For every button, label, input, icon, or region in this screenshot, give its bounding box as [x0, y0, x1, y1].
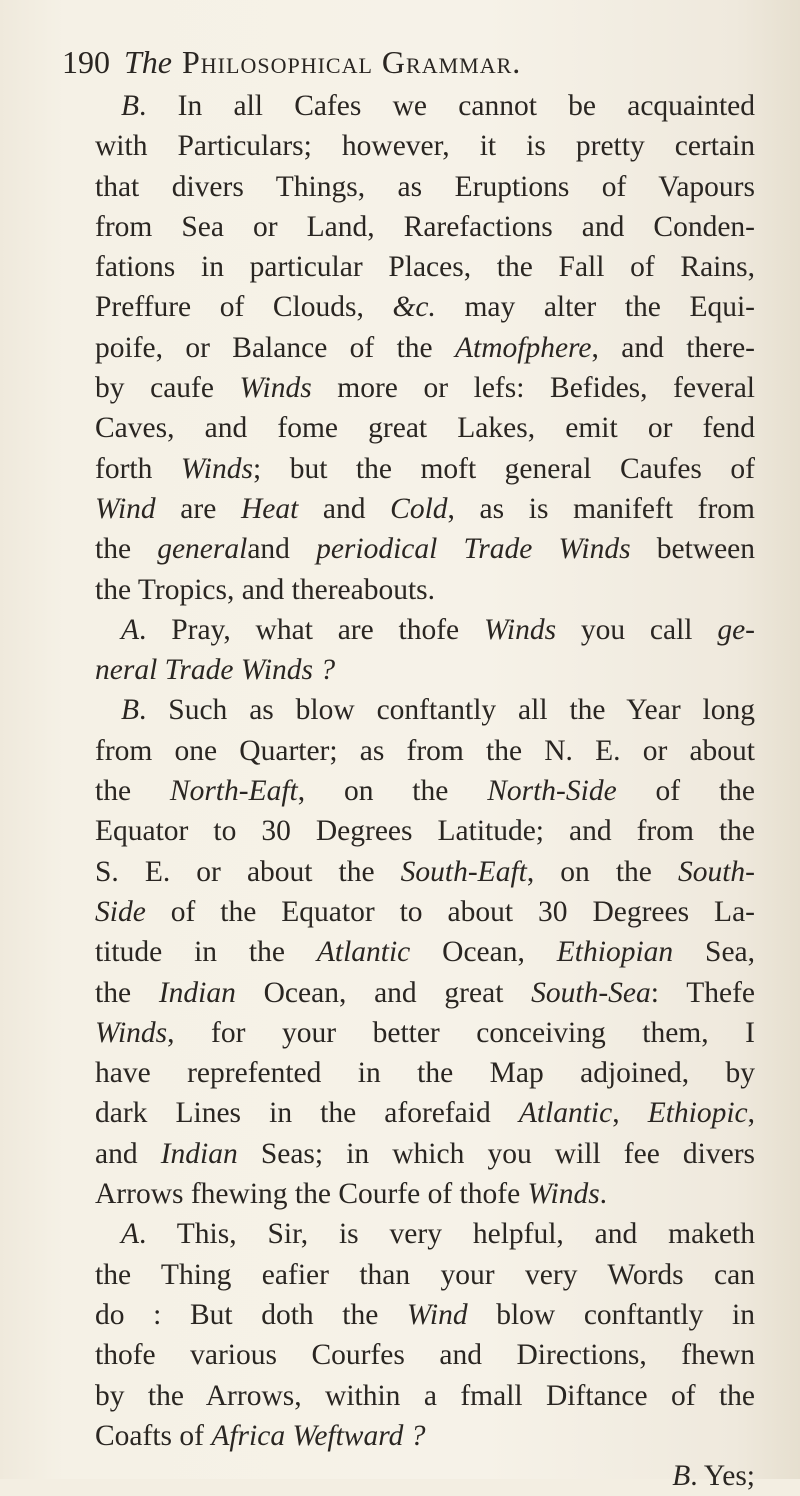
header-article: The	[124, 44, 172, 80]
text-line	[95, 1255, 755, 1295]
text-run: Sea,	[673, 936, 756, 969]
text-run: may alter the Equi-	[435, 291, 755, 324]
italic-text: general	[157, 533, 248, 566]
text-line	[95, 892, 755, 932]
text-run: dark Lines in the aforefaid	[95, 1097, 519, 1130]
italic-text: Winds	[527, 1178, 600, 1211]
text-run: .	[599, 1178, 608, 1211]
text-run: Equator to 30 Degrees Latitude; and from the	[95, 815, 755, 848]
text-run: , for your better conceiving them, I	[167, 1016, 755, 1049]
text-run: S. E. or about the	[95, 855, 401, 888]
italic-text: B	[121, 694, 140, 727]
text-run: , as is manifeft from	[447, 492, 755, 525]
text-run: fations in particular Places, the Fall of Rains,	[95, 251, 755, 284]
text-line	[95, 207, 755, 247]
text-line	[95, 1295, 755, 1335]
text-run: are	[155, 492, 241, 525]
text-run: titude in the	[95, 936, 317, 969]
text-run: forth	[95, 452, 181, 485]
text-run: the	[95, 533, 158, 566]
text-run: the	[95, 976, 159, 1009]
page-number: 190	[62, 44, 110, 80]
text-run: . Yes;	[690, 1460, 755, 1493]
text-line	[95, 408, 755, 448]
italic-text: Winds	[483, 613, 557, 646]
italic-text: Ethiopic	[647, 1097, 748, 1130]
text-run: that divers Things, as Eruptions of Vapours	[95, 170, 755, 203]
text-run: ,	[747, 1097, 756, 1130]
italic-text: Cold	[390, 492, 448, 525]
italic-text: Atmofphere	[454, 331, 592, 364]
italic-text: Indian	[160, 1137, 238, 1170]
text-line	[95, 1093, 755, 1133]
text-run: Seas; in which you will fee divers	[237, 1137, 756, 1170]
text-line	[95, 449, 755, 489]
text-line	[95, 650, 755, 690]
text-run: and	[298, 492, 391, 525]
text-run: with Particulars; however, it is pretty certain	[95, 130, 755, 163]
italic-text: periodical Trade Winds	[316, 533, 631, 566]
text-run: ; but the moft general Caufes of	[252, 452, 755, 485]
italic-text: South-Sea	[531, 976, 651, 1009]
text-line	[95, 610, 755, 650]
text-line	[95, 852, 755, 892]
text-line	[95, 328, 755, 368]
text-run: of the Equator to about 30 Degrees La-	[145, 895, 755, 928]
text-line	[95, 771, 755, 811]
text-line	[95, 570, 755, 610]
text-run: of the	[616, 775, 755, 808]
italic-text: &c.	[392, 291, 436, 324]
text-line	[95, 690, 755, 730]
text-run: the Thing eafier than your very Words can	[95, 1258, 755, 1291]
text-line	[95, 489, 755, 529]
text-run: between	[630, 533, 756, 566]
text-line	[95, 167, 755, 207]
italic-text: Winds	[95, 1016, 168, 1049]
italic-text: Wind	[406, 1298, 468, 1331]
text-run: and	[247, 533, 317, 566]
italic-text: Africa Weftward ?	[211, 1419, 426, 1452]
italic-text: Atlantic	[518, 1097, 613, 1130]
text-run: Caves, and fome great Lakes, emit or fend	[95, 412, 755, 445]
italic-text: Ethiopian	[556, 936, 674, 969]
italic-text: Side	[95, 895, 146, 928]
text-line	[95, 932, 755, 972]
italic-text: neral Trade Winds ?	[95, 654, 336, 687]
header-title: Philosophical Grammar.	[182, 44, 522, 80]
italic-text: Wind	[95, 492, 156, 525]
text-run: thofe various Courfes and Directions, fhewn	[95, 1339, 755, 1372]
text-line	[95, 1335, 755, 1375]
italic-text: Heat	[240, 492, 299, 525]
text-run: from one Quarter; as from the N. E. or about	[95, 734, 755, 767]
italic-text: B	[672, 1460, 691, 1493]
text-run: blow conftantly in	[467, 1298, 755, 1331]
italic-text: ge-	[717, 613, 755, 646]
italic-text: B	[121, 90, 140, 122]
text-line	[95, 368, 755, 408]
text-run: , and there-	[591, 331, 756, 364]
text-run: Ocean, and great	[235, 976, 532, 1009]
text-run: do : But doth the	[95, 1298, 407, 1331]
italic-text: Winds	[239, 372, 312, 405]
italic-text: Winds	[180, 452, 253, 485]
text-run: the Tropics, and thereabouts.	[95, 573, 436, 606]
text-run: by caufe	[95, 372, 240, 405]
text-run: . Such as blow conftantly all the Year long	[139, 694, 755, 727]
text-line	[95, 731, 755, 771]
text-run: , on the	[526, 855, 678, 888]
text-run: : Thefe	[650, 976, 755, 1009]
text-run: Preffure of Clouds,	[95, 291, 393, 324]
text-run: the	[95, 775, 170, 808]
text-line	[95, 1376, 755, 1416]
text-run: poife, or Balance of the	[95, 331, 455, 364]
text-line	[95, 126, 755, 166]
text-line	[95, 1456, 755, 1496]
text-run: . In all Cafes we cannot be acquainted	[139, 90, 755, 122]
italic-text: South-Eaft	[400, 855, 527, 888]
text-run: ,	[612, 1097, 648, 1130]
text-line	[95, 973, 755, 1013]
body-text	[95, 86, 755, 1496]
text-run: , on the	[297, 775, 488, 808]
text-line	[95, 287, 755, 327]
italic-text: South-	[677, 855, 755, 888]
italic-text: A	[121, 1218, 140, 1251]
text-line	[95, 811, 755, 851]
text-run: . Pray, what are thofe	[139, 613, 484, 646]
text-run: from Sea or Land, Rarefactions and Conden-	[95, 210, 755, 243]
text-line	[95, 529, 755, 569]
italic-text: North-Eaft	[169, 775, 298, 808]
text-run: . This, Sir, is very helpful, and maketh	[139, 1218, 755, 1251]
text-run: more or lefs: Befides, feveral	[311, 372, 755, 405]
text-run: Arrows fhewing the Courfe of thofe	[95, 1178, 528, 1211]
italic-text: A	[121, 613, 140, 646]
text-line	[95, 86, 755, 126]
text-line	[95, 1134, 755, 1174]
italic-text: North-Side	[487, 775, 617, 808]
running-header	[62, 42, 752, 82]
text-line	[95, 1214, 755, 1254]
text-run: and	[95, 1137, 161, 1170]
text-run: you call	[556, 613, 718, 646]
text-line	[95, 1013, 755, 1053]
text-run: Ocean,	[410, 936, 557, 969]
text-run: by the Arrows, within a fmall Diftance of the	[95, 1379, 755, 1412]
italic-text: Atlantic	[316, 936, 411, 969]
text-run: have reprefented in the Map adjoined, by	[95, 1057, 755, 1090]
text-line	[95, 1416, 755, 1456]
text-run: Coafts of	[95, 1419, 212, 1452]
italic-text: Indian	[158, 976, 236, 1009]
text-line	[95, 1053, 755, 1093]
text-line	[95, 1174, 755, 1214]
text-line	[95, 247, 755, 287]
